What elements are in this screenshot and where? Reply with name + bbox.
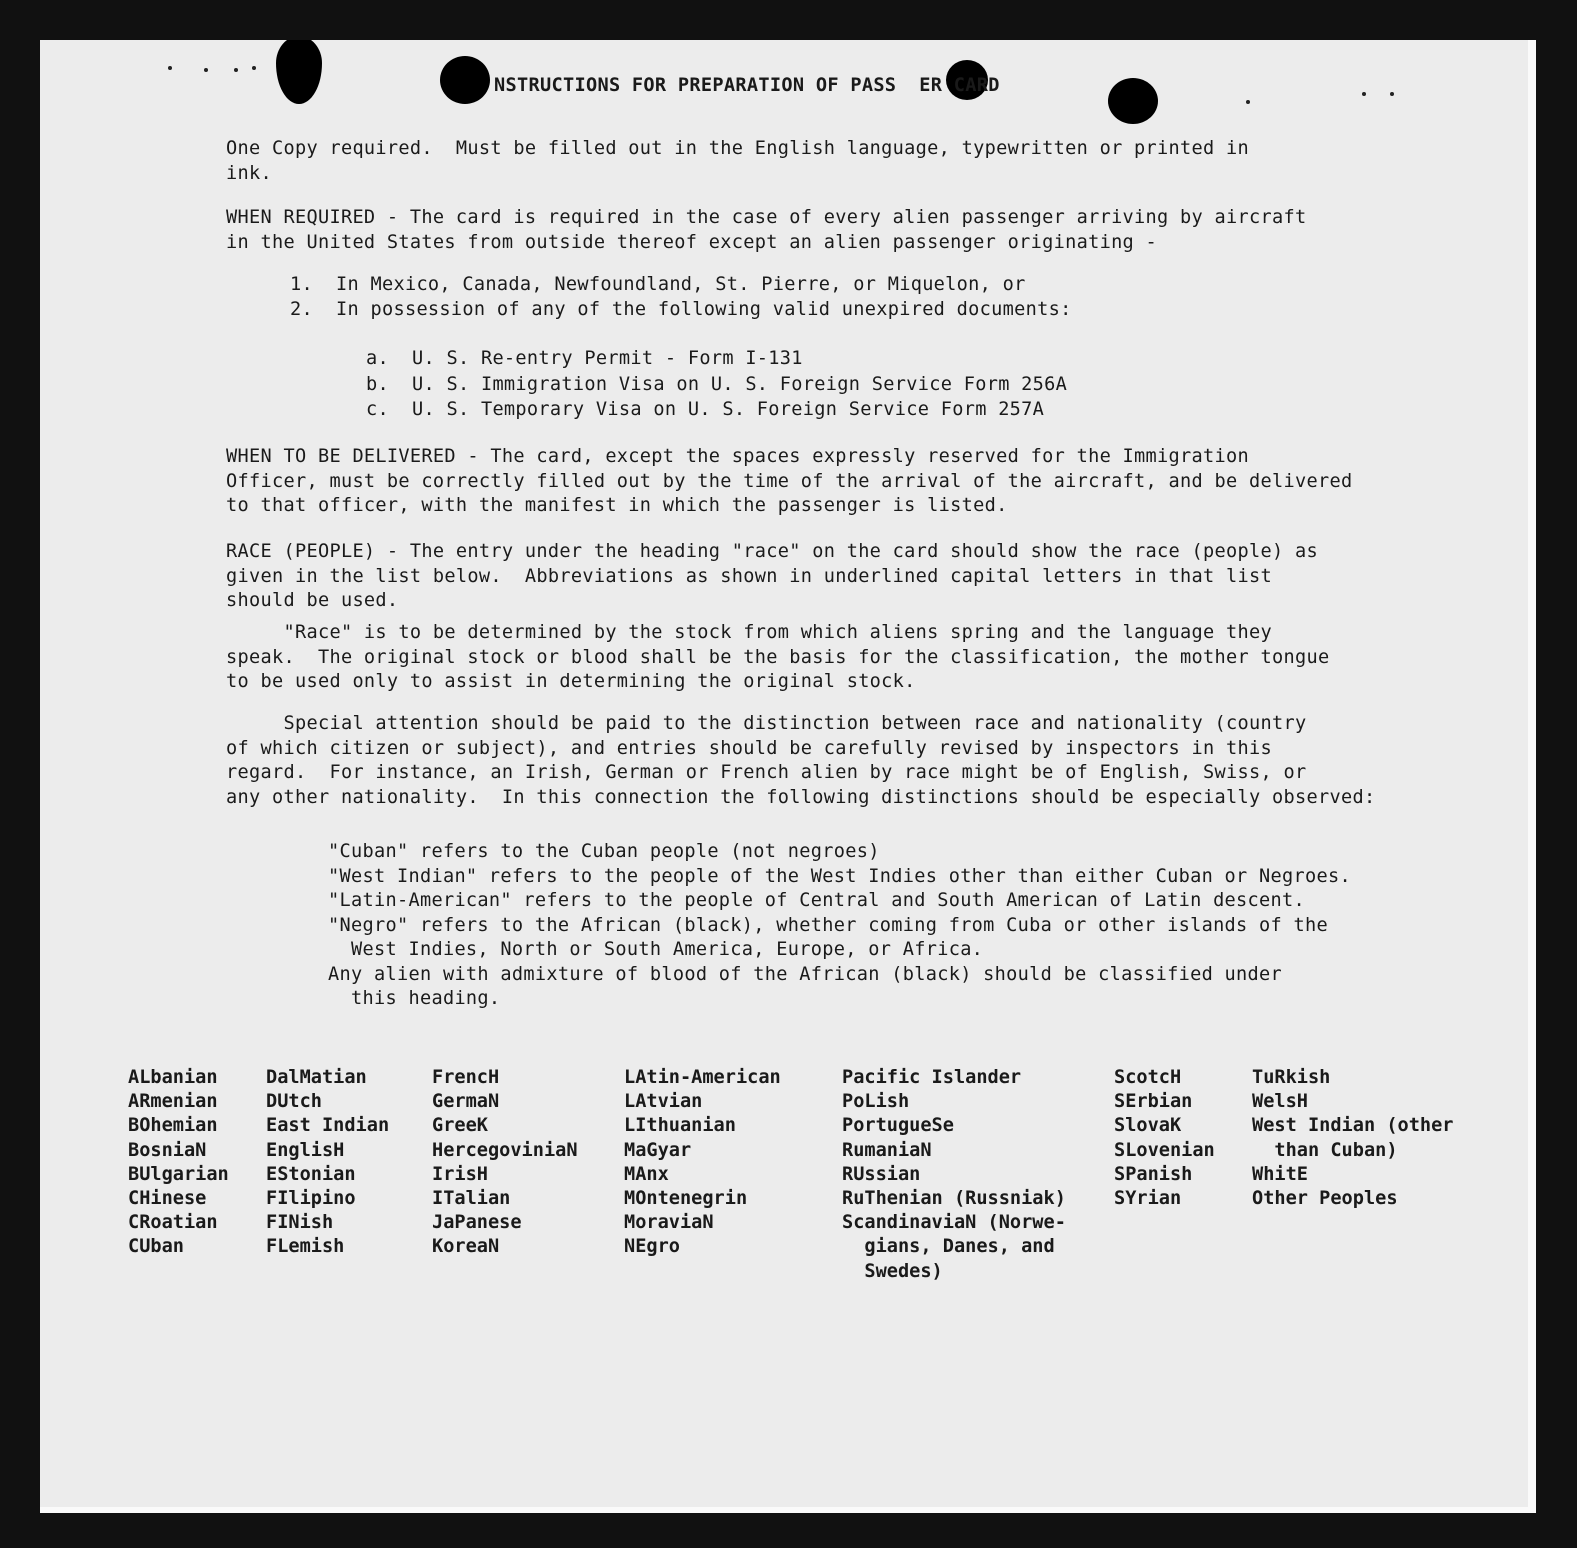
race-entry: BUlgarian [128,1163,229,1185]
race-entry: PortugueSe [842,1115,954,1137]
race-people-paragraph: RACE (PEOPLE) - The entry under the heading "race" on the card should show the race (people) as given in the list below. Abbreviations as shown in underlined capital letters in that list should be used. [226,541,1318,611]
race-entry: ScandinaviaN (Norwe- [842,1212,1066,1234]
race-entry: LAtin-American [624,1067,781,1088]
race-entry: East Indian [266,1115,390,1137]
race-entry: FINish [266,1212,334,1234]
race-entry: RuThenian (Russniak) [842,1187,1066,1209]
punch-hole [276,40,322,104]
race-entry: Pacific Islander [842,1067,1022,1088]
race-entry: ARmenian [128,1091,218,1113]
document-page [40,40,1536,1513]
race-entry: CUban [128,1236,184,1258]
race-entry: WhitE [1252,1163,1308,1185]
speck [168,66,172,70]
race-entry: ALbanian [128,1067,218,1088]
race-entry: GreeK [432,1115,488,1137]
race-entry: Swedes) [842,1260,943,1282]
punch-hole [440,56,490,104]
speck [1362,92,1366,96]
race-column-7 [1252,1066,1454,1211]
race-entry: JaPanese [432,1212,522,1234]
race-entry: SYrian [1114,1187,1182,1209]
document-item: b. U. S. Immigration Visa on U. S. Foreign Service Form 256A [366,374,1068,395]
race-entry: CRoatian [128,1212,218,1234]
when-delivered-paragraph: WHEN TO BE DELIVERED - The card, except the spaces expressly reserved for the Immigration Officer, must be correctly filled out by the time of the arrival of the aircraft, and be delivered to that officer, with the manifest in which the passenger is listed. [226,446,1353,516]
race-entry: ScotcH [1114,1067,1182,1088]
speck [234,68,238,72]
race-entry: PoLish [842,1091,910,1113]
race-entry: LIthuanian [624,1115,736,1137]
race-column-1 [128,1066,229,1260]
race-entry: LAtvian [624,1091,703,1113]
race-entry: SErbian [1114,1091,1193,1113]
race-column-2 [266,1066,389,1260]
race-entry: EnglisH [266,1139,345,1161]
document-item: c. U. S. Temporary Visa on U. S. Foreign Service Form 257A [366,399,1045,420]
race-entry: IrisH [432,1163,488,1185]
race-entry: FrencH [432,1067,500,1088]
race-definition-paragraph: "Race" is to be determined by the stock from which aliens spring and the language they speak. The original stock or blood shall be the basis for the classification, the mother tongue to be used only to assist in determining the original stock. [226,622,1330,692]
race-entry: SPanish [1114,1163,1193,1185]
speck [1390,92,1394,96]
page-title: NSTRUCTIONS FOR PREPARATION OF PASS ER CARD [494,75,1000,96]
race-entry: MoraviaN [624,1212,714,1234]
race-entry: MaGyar [624,1139,692,1161]
race-entry: MOntenegrin [624,1187,748,1209]
race-column-3 [432,1066,578,1260]
distinctions-list: "Cuban" refers to the Cuban people (not negroes) "West Indian" refers to the people of the West Indies other than either Cuban or Negroes. "Latin-American" refers to the people of Central and South American of Latin descent. "Negro" refers to the African (black), whether coming from Cuba or other islands of the West Indies, North or South America, Europe, or Africa. Any alien with admixture of blood of the African (black) should be classified under this heading. [328,841,1351,1009]
race-entry: HercegoviniaN [432,1139,578,1161]
race-entry: KoreaN [432,1236,500,1258]
race-entry: West Indian (other [1252,1115,1454,1137]
race-entry: BosniaN [128,1139,207,1161]
race-entry: RumaniaN [842,1139,932,1161]
speck [252,66,256,70]
race-entry: SLovenian [1114,1139,1215,1161]
race-entry: than Cuban) [1252,1139,1398,1161]
race-column-5 [842,1066,1066,1284]
speck [204,68,208,72]
document-item: a. U. S. Re-entry Permit - Form I-131 [366,348,803,369]
punch-hole [1108,78,1158,124]
race-entry: WelsH [1252,1091,1308,1113]
race-entry: FIlipino [266,1187,356,1209]
race-entry: GermaN [432,1091,500,1113]
when-required-paragraph: WHEN REQUIRED - The card is required in the case of every alien passenger arriving by aircraft in the United States from outside thereof except an alien passenger originating - [226,207,1307,253]
intro-paragraph: One Copy required. Must be filled out in the English language, typewritten or printed in ink. [226,138,1249,184]
speck [1246,100,1250,104]
race-entry: RUssian [842,1163,921,1185]
when-required-item: 2. In possession of any of the following valid unexpired documents: [290,299,1072,320]
race-entry: NEgro [624,1236,680,1258]
race-column-4 [624,1066,781,1260]
race-column-6 [1114,1066,1215,1211]
race-entry: gians, Danes, and [842,1236,1055,1258]
race-entry: SlovaK [1114,1115,1182,1137]
race-entry: BOhemian [128,1115,218,1137]
race-entry: FLemish [266,1236,345,1258]
race-entry: EStonian [266,1163,356,1185]
race-entry: TuRkish [1252,1067,1331,1088]
race-entry: MAnx [624,1163,669,1185]
race-entry: CHinese [128,1187,207,1209]
race-entry: DUtch [266,1091,322,1113]
when-required-item: 1. In Mexico, Canada, Newfoundland, St. Pierre, or Miquelon, or [290,274,1026,295]
race-entry: DalMatian [266,1067,367,1088]
race-entry: ITalian [432,1187,511,1209]
race-entry: Other Peoples [1252,1187,1398,1209]
special-attention-paragraph: Special attention should be paid to the distinction between race and nationality (country of which citizen or subject), and entries should be carefully revised by inspectors in this regard. For instance, an Irish, German or French alien by race might be of English, Swiss, or any other nationality. In this connection the following distinctions should be especially observed: [226,713,1376,808]
